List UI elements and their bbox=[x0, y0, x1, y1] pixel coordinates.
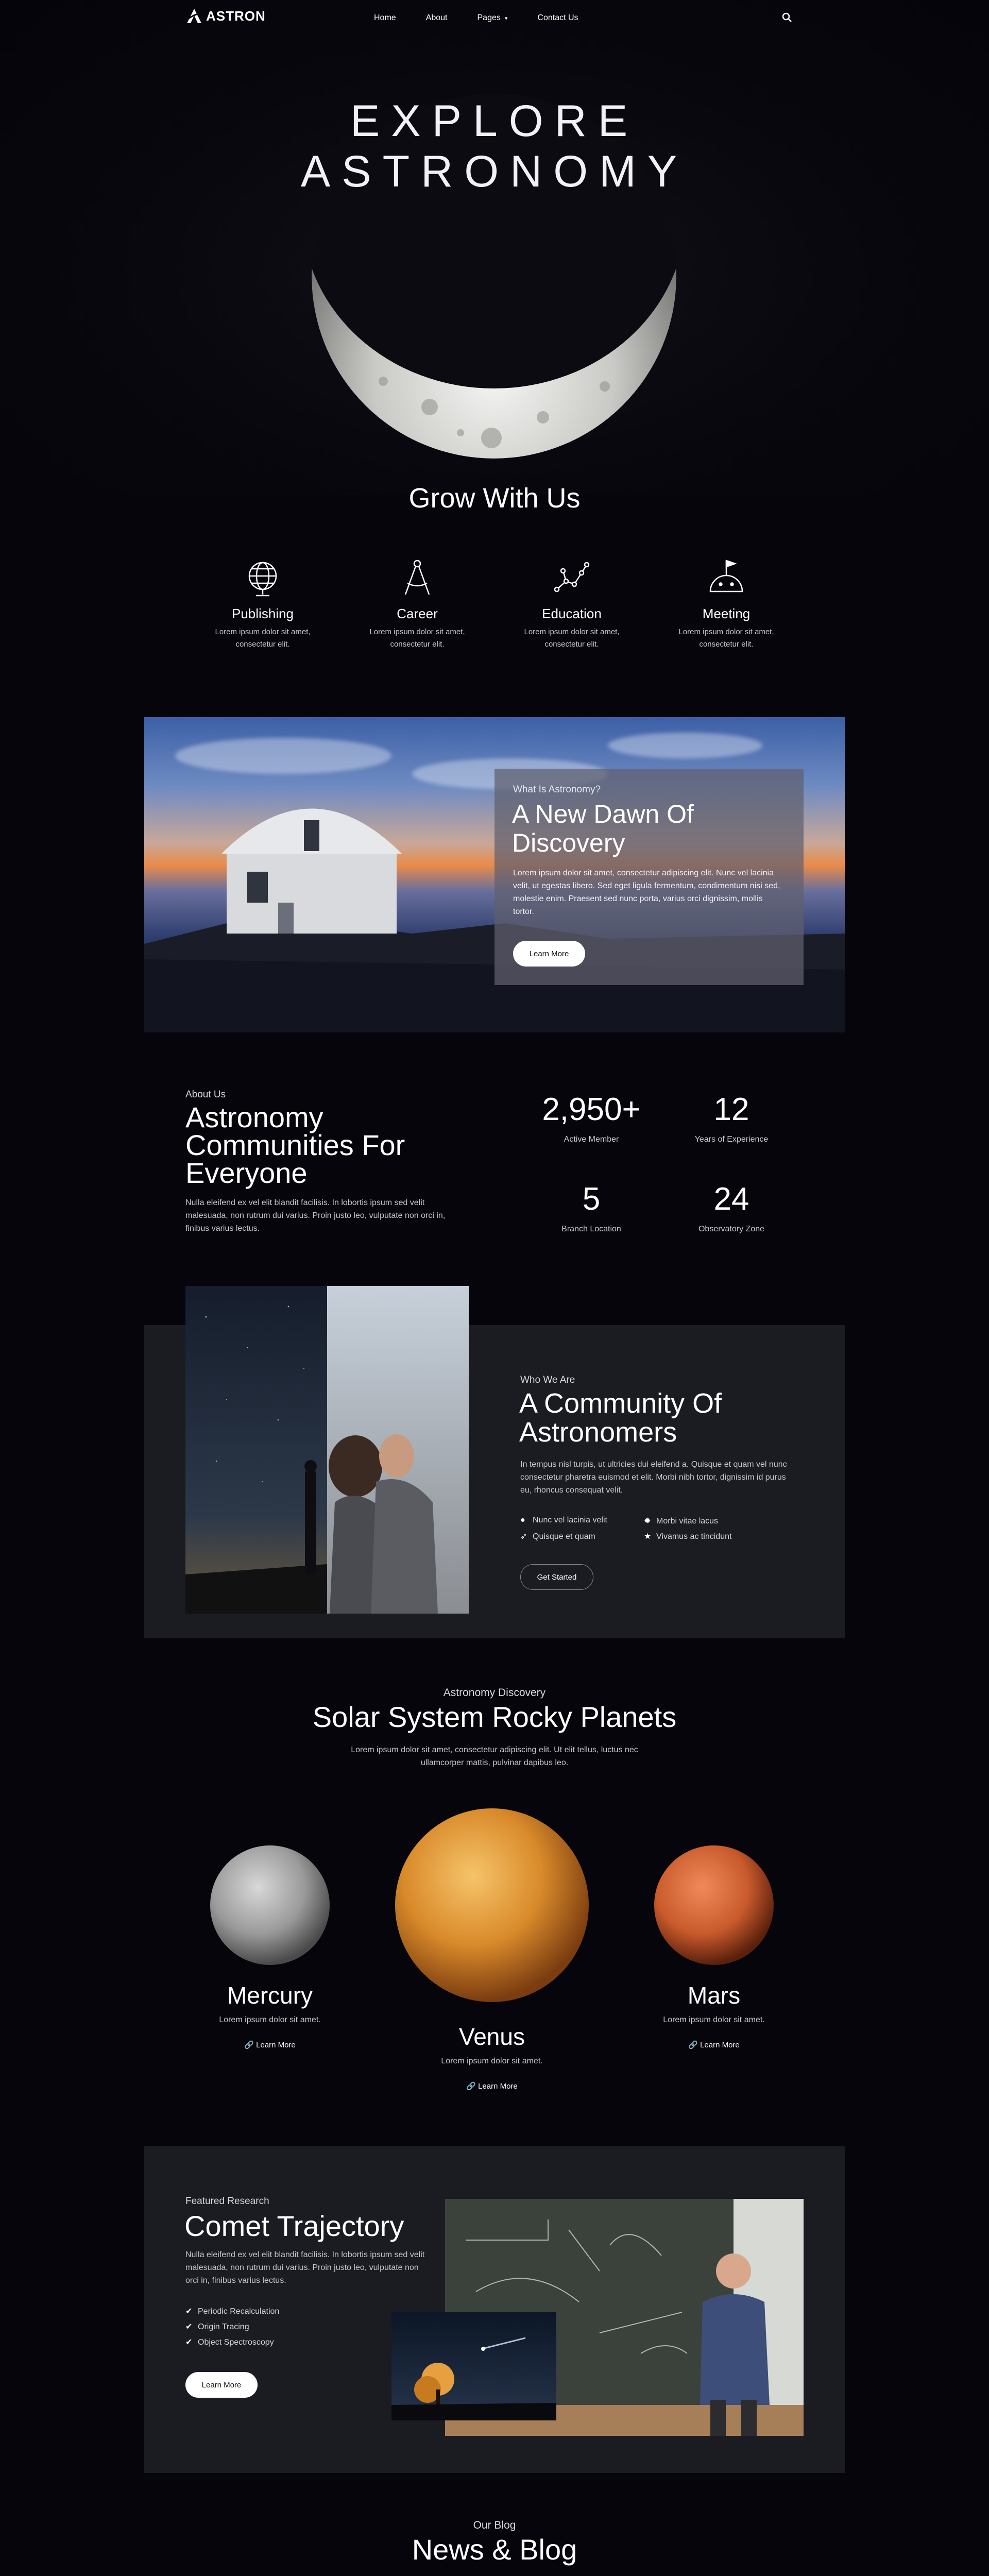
stat-label: Active Member bbox=[564, 1135, 619, 1144]
feature-label: Quisque et quam bbox=[533, 1532, 595, 1541]
check-icon: ✔ bbox=[185, 2323, 193, 2331]
user-icon: ● bbox=[520, 1516, 525, 1524]
feature-label: Periodic Recalculation bbox=[198, 2307, 280, 2316]
stat-label: Branch Location bbox=[561, 1225, 621, 1233]
venus-learn-more-link[interactable] bbox=[415, 2081, 569, 2091]
chevron-down-icon: ▾ bbox=[504, 15, 508, 22]
planets-row bbox=[0, 1803, 989, 2020]
main-menu bbox=[374, 13, 608, 23]
feature-education bbox=[515, 557, 628, 651]
nav-pages-label: Pages bbox=[477, 13, 501, 22]
planets-subtitle: Lorem ipsum dolor sit amet, consectetur adipiscing elit. Ut elit tellus, luctus nec ullamcorper mattis, pulvinar dapibus leo. bbox=[351, 1745, 638, 1767]
comet-feature-1 bbox=[185, 2306, 279, 2316]
mercury-name: Mercury bbox=[227, 1982, 313, 2009]
stat-value: 5 bbox=[582, 1181, 601, 1217]
feature-meeting bbox=[670, 557, 783, 651]
feature-label: Nunc vel lacinia velit bbox=[533, 1516, 607, 1524]
nav-about[interactable]: About bbox=[425, 13, 448, 22]
community-photo bbox=[185, 1286, 469, 1614]
brand-logo[interactable] bbox=[185, 7, 266, 25]
stat-value: 24 bbox=[713, 1181, 749, 1217]
community-feature-4 bbox=[644, 1531, 731, 1541]
community-feature-2 bbox=[644, 1516, 718, 1526]
mars-learn-more-link[interactable] bbox=[637, 2040, 791, 2049]
comet-feature-3 bbox=[185, 2337, 274, 2347]
nav-home[interactable]: Home bbox=[374, 13, 396, 22]
planets-title: Solar System Rocky Planets bbox=[312, 1701, 677, 1733]
constellation-icon bbox=[552, 557, 592, 598]
globe-icon bbox=[243, 557, 283, 598]
hero-section bbox=[0, 0, 989, 495]
get-started-button[interactable]: Get Started bbox=[520, 1564, 593, 1590]
comet-title: Comet Trajectory bbox=[184, 2210, 404, 2242]
stat-value: 2,950+ bbox=[542, 1092, 641, 1127]
blog-subtitle bbox=[340, 2574, 649, 2576]
community-feature-1 bbox=[520, 1516, 607, 1525]
stat-label: Years of Experience bbox=[694, 1135, 769, 1144]
feature-text: Lorem ipsum dolor sit amet, consectetur elit. bbox=[369, 628, 465, 649]
comet-feature-2 bbox=[185, 2321, 249, 2332]
link-label: Learn More bbox=[700, 2041, 740, 2049]
check-icon: ✔ bbox=[185, 2338, 193, 2347]
hero-title-line-2: ASTRONOMY bbox=[300, 147, 689, 196]
mars-image[interactable] bbox=[654, 1845, 774, 1965]
top-navigation bbox=[0, 0, 989, 37]
venus-image[interactable] bbox=[395, 1808, 589, 2002]
hero-title-line-1: EXPLORE bbox=[350, 96, 639, 146]
discovery-learn-more-button[interactable]: Learn More bbox=[513, 941, 585, 967]
brand-name: ASTRON bbox=[206, 8, 266, 24]
planets-kicker: Astronomy Discovery bbox=[443, 1687, 546, 1699]
feature-text: Lorem ipsum dolor sit amet, consectetur elit. bbox=[678, 628, 774, 649]
comet-night-photo bbox=[391, 2312, 556, 2420]
blog-kicker: Our Blog bbox=[473, 2519, 516, 2531]
comet-text: Nulla eleifend ex vel elit blandit facilisis. In lobortis ipsum sed velit malesuada, non rutrum dui varius. Proin justo leo, vulputate non orci in, finibus varius lectus. bbox=[185, 2250, 425, 2285]
link-label: Learn More bbox=[256, 2041, 296, 2049]
feature-label: Object Spectroscopy bbox=[198, 2338, 274, 2347]
feature-text: Lorem ipsum dolor sit amet, consectetur elit. bbox=[524, 628, 620, 649]
mars-desc: Lorem ipsum dolor sit amet. bbox=[663, 2015, 765, 2024]
feature-publishing bbox=[206, 557, 319, 651]
feature-text: Lorem ipsum dolor sit amet, consectetur elit. bbox=[215, 628, 311, 649]
mars-name: Mars bbox=[687, 1982, 741, 2009]
stat-years-experience bbox=[664, 1091, 798, 1144]
comet-learn-more-button[interactable]: Learn More bbox=[185, 2372, 258, 2398]
grow-title: Grow With Us bbox=[408, 483, 581, 514]
nav-pages[interactable] bbox=[478, 13, 508, 23]
gear-icon: ✹ bbox=[644, 1517, 651, 1526]
mercury-desc: Lorem ipsum dolor sit amet. bbox=[219, 2015, 321, 2024]
feature-career bbox=[361, 557, 474, 651]
astron-logo-icon bbox=[185, 7, 203, 25]
feature-title: Education bbox=[542, 606, 602, 621]
community-title: A Community Of Astronomers bbox=[519, 1388, 722, 1448]
check-icon: ✔ bbox=[185, 2307, 193, 2316]
about-kicker: About Us bbox=[185, 1089, 226, 1100]
blog-title: News & Blog bbox=[412, 2533, 577, 2566]
discovery-kicker: What Is Astronomy? bbox=[513, 784, 601, 795]
rocket-icon: ➶ bbox=[520, 1532, 527, 1541]
venus-desc: Lorem ipsum dolor sit amet. bbox=[441, 2057, 543, 2065]
star-icon: ★ bbox=[644, 1532, 652, 1541]
stat-label: Observatory Zone bbox=[698, 1225, 765, 1233]
about-title: Astronomy Communities For Everyone bbox=[185, 1101, 405, 1189]
search-icon[interactable] bbox=[781, 11, 793, 24]
community-text: In tempus nisl turpis, ut ultricies dui eleifend a. Quisque et quam vel nunc consectetur pharetra euismod et elit. Morbi nibh tortor, dignissim id purus eu, rhoncus consequat velit. bbox=[520, 1460, 787, 1495]
feature-title: Publishing bbox=[232, 606, 294, 621]
feature-title: Meeting bbox=[702, 606, 751, 621]
feature-title: Career bbox=[397, 606, 438, 621]
link-label: Learn More bbox=[478, 2082, 518, 2091]
about-text: Nulla eleifend ex vel elit blandit facilisis. In lobortis ipsum sed velit malesuada, non rutrum dui varius. Proin justo leo, vulputate non orci in, finibus varius lectus. bbox=[185, 1198, 446, 1233]
nav-contact[interactable]: Contact Us bbox=[537, 13, 578, 22]
stat-active-member bbox=[524, 1091, 658, 1144]
venus-name: Venus bbox=[459, 2023, 525, 2050]
link-icon: 🔗 bbox=[688, 2041, 701, 2049]
community-kicker: Who We Are bbox=[520, 1375, 575, 1385]
discovery-title: A New Dawn Of Discovery bbox=[512, 800, 694, 857]
observatory-icon bbox=[706, 557, 746, 598]
feature-label: Morbi vitae lacus bbox=[656, 1517, 719, 1526]
mercury-image[interactable] bbox=[210, 1845, 330, 1965]
stat-observatory-zone bbox=[664, 1181, 798, 1234]
stat-branch-location bbox=[524, 1181, 658, 1234]
mercury-learn-more-link[interactable] bbox=[193, 2040, 347, 2049]
link-icon: 🔗 bbox=[466, 2082, 479, 2091]
community-feature-3 bbox=[520, 1531, 595, 1541]
discovery-text: Lorem ipsum dolor sit amet, consectetur adipiscing elit. Nunc vel lacinia velit, ut egestas libero. Sed eget ligula fermentum, condimentum nisi sed, molestie enim. Praesent sed nunc porta, varius orci dignissim, mollis tortor. bbox=[513, 869, 780, 916]
feature-label: Vivamus ac tincidunt bbox=[656, 1532, 732, 1541]
stat-value: 12 bbox=[713, 1092, 749, 1127]
compass-icon bbox=[397, 557, 437, 598]
feature-label: Origin Tracing bbox=[198, 2323, 249, 2331]
comet-kicker: Featured Research bbox=[185, 2196, 269, 2207]
link-icon: 🔗 bbox=[244, 2041, 257, 2049]
